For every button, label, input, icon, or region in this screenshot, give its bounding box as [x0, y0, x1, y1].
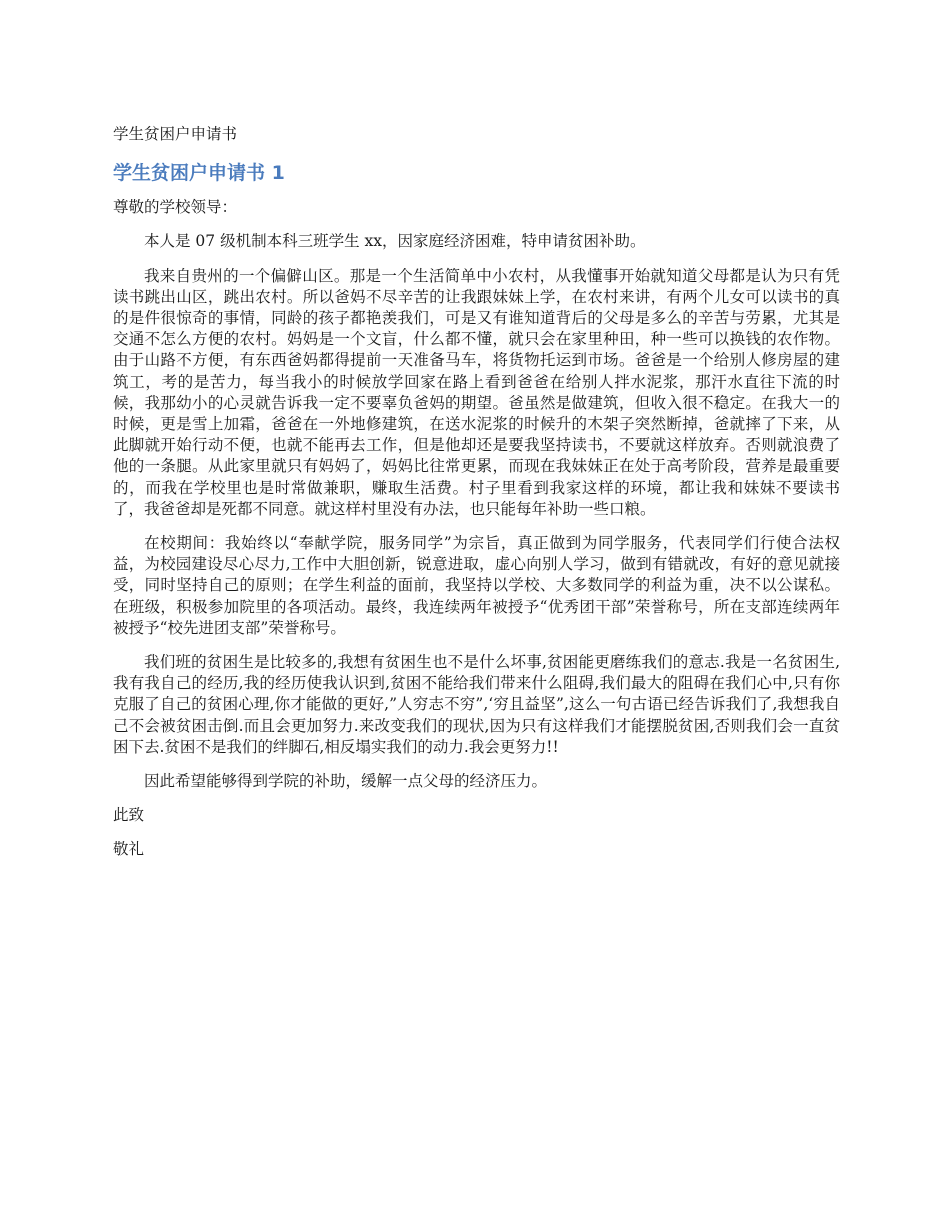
paragraph-intro: 本人是 07 级机制本科三班学生 xx，因家庭经济困难，特申请贫困补助。: [144, 232, 646, 251]
paragraph-family-background: 我来自贵州的一个偏僻山区。那是一个生活简单中小农村，从我懂事开始就知道父母都是认为只有凭读书跳出山区，跳出农村。所以爸妈不尽辛苦的让我跟妹妹上学，在农村来讲，有两个儿女可以读书的真的是件很惊奇的事情，同龄的孩子都艳羡我们，可是又有谁知道背后的父母是多么的辛苦与劳累，尤其是交通不怎么方便的农村。妈妈是一个文盲，什么都不懂，就只会在家里种田，种一些可以换钱的农作物。由于山路不方便，有东西爸妈都得提前一天准备马车，将货物托运到市场。爸爸是一个给别人修房屋的建筑工，考的是苦力，每当我小的时候放学回家在路上看到爸爸在给别人拌水泥浆，那汗水直往下流的时候，我那幼小的心灵就告诉我一定不要辜负爸妈的期望。爸虽然是做建筑，但收入很不稳定。在我大一的时候，更是雪上加霜，爸爸在一外地修建筑，在送水泥浆的时候升的木架子突然断掉，爸就摔了下来，从此脚就开始行动不便，也就不能再去工作，但是他却还是要我坚持读书，不要就这样放弃。否则就浪费了他的一条腿。从此家里就只有妈妈了，妈妈比往常更累，而现在我妹妹正在处于高考阶段，营养是最重要的，而我在学校里也是时常做兼职，赚取生活费。村子里看到我家这样的环境，都让我和妹妹不要读书了，我爸爸却是死都不同意。就这样村里没有办法，也只能每年补助一些口粮。: [113, 266, 840, 518]
paragraph-attitude: 我们班的贫困生是比较多的,我想有贫困生也不是什么坏事,贫困能更磨练我们的意志.我是一名贫困生,我有我自己的经历,我的经历使我认识到,贫困不能给我们带来什么阻碍,我们最大的阻碍在我们心中,只有你克服了自己的贫困心理,你才能做的更好,”人穷志不穷”,‘穷且益坚”,这么一句古语已经告诉我们了,我想我自己不会被贫困击倒.而且会更加努力.来改变我们的现状,因为只有这样我们才能摆脱贫困,否则我们会一直贫困下去.贫困不是我们的绊脚石,相反塌实我们的动力.我会更努力!!: [113, 653, 840, 756]
paragraph-school-performance: 在校期间：我始终以“奉献学院，服务同学”为宗旨，真正做到为同学服务，代表同学们行使合法权益，为校园建设尽心尽力,工作中大胆创新，锐意进取，虚心向别人学习，做到有错就改，有好的意见就接受，同时坚持自己的原则；在学生利益的面前，我坚持以学校、大多数同学的利益为重，决不以公谋私。在班级，积极参加院里的各项活动。最终，我连续两年被授予“优秀团干部”荣誉称号，所在支部连续两年被授予“校先进团支部”荣誉称号。: [113, 534, 840, 637]
closing-salute: 敬礼: [113, 840, 145, 859]
section-heading: 学生贫困户申请书 1: [113, 162, 285, 185]
document-page: [113, 124, 840, 874]
salutation: 尊敬的学校领导：: [113, 198, 238, 217]
document-title: 学生贫困户申请书: [113, 125, 238, 143]
closing-greeting: 此致: [113, 806, 145, 825]
paragraph-request: 因此希望能够得到学院的补助，缓解一点父母的经济压力。: [144, 772, 548, 791]
